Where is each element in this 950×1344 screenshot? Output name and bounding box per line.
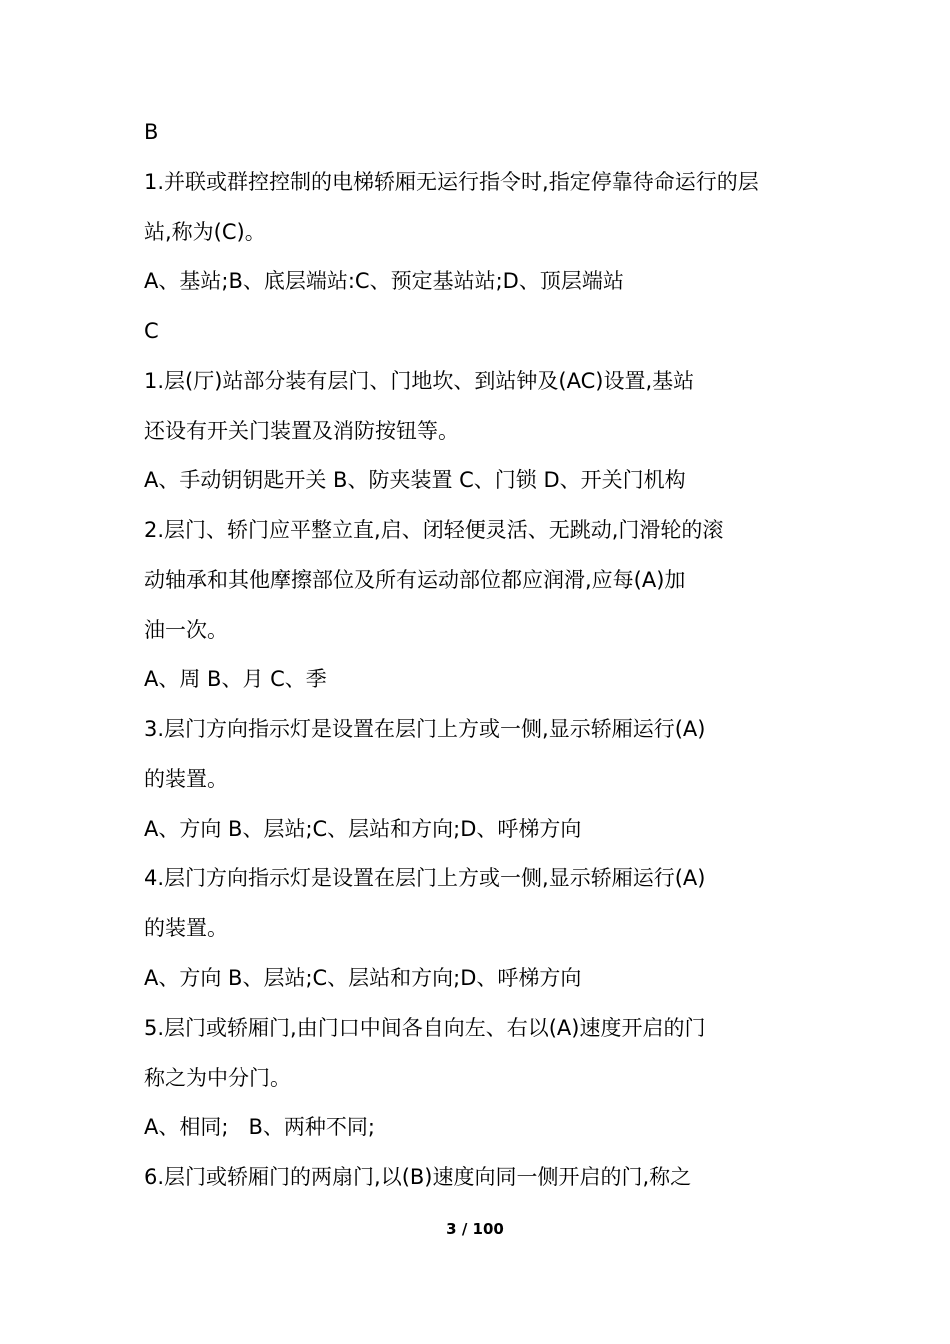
- question-text: 称之为中分门。: [144, 1066, 291, 1090]
- question-text: 油一次。: [144, 618, 228, 642]
- answer-options: A、方向 B、层站;C、层站和方向;D、呼梯方向: [144, 817, 582, 841]
- section-heading-c: C: [144, 319, 159, 343]
- section-heading-b: B: [144, 120, 159, 144]
- answer-options: A、方向 B、层站;C、层站和方向;D、呼梯方向: [144, 966, 582, 990]
- answer-options: A、基站;B、底层端站:C、预定基站站;D、顶层端站: [144, 269, 624, 293]
- question-text: 动轴承和其他摩擦部位及所有运动部位都应润滑,应每(A)加: [144, 568, 686, 592]
- question-text: 5.层门或轿厢门,由门口中间各自向左、右以(A)速度开启的门: [144, 1016, 706, 1040]
- question-text: 1.并联或群控控制的电梯轿厢无运行指令时,指定停靠待命运行的层: [144, 170, 759, 194]
- question-text: 站,称为(C)。: [144, 220, 266, 244]
- question-text: 4.层门方向指示灯是设置在层门上方或一侧,显示轿厢运行(A): [144, 866, 706, 890]
- question-text: 2.层门、轿门应平整立直,启、闭轻便灵活、无跳动,门滑轮的滚: [144, 518, 724, 542]
- answer-options: A、相同; B、两种不同;: [144, 1115, 375, 1139]
- question-text: 的装置。: [144, 916, 228, 940]
- answer-options: A、手动钥钥匙开关 B、防夹装置 C、门锁 D、开关门机构: [144, 468, 686, 492]
- question-text: 的装置。: [144, 767, 228, 791]
- question-text: 3.层门方向指示灯是设置在层门上方或一侧,显示轿厢运行(A): [144, 717, 706, 741]
- page-number: 3 / 100: [446, 1220, 504, 1238]
- question-text: 6.层门或轿厢门的两扇门,以(B)速度向同一侧开启的门,称之: [144, 1165, 692, 1189]
- answer-options: A、周 B、月 C、季: [144, 667, 327, 691]
- question-text: 还设有开关门装置及消防按钮等。: [144, 419, 459, 443]
- question-text: 1.层(厅)站部分装有层门、门地坎、到站钟及(AC)设置,基站: [144, 369, 695, 393]
